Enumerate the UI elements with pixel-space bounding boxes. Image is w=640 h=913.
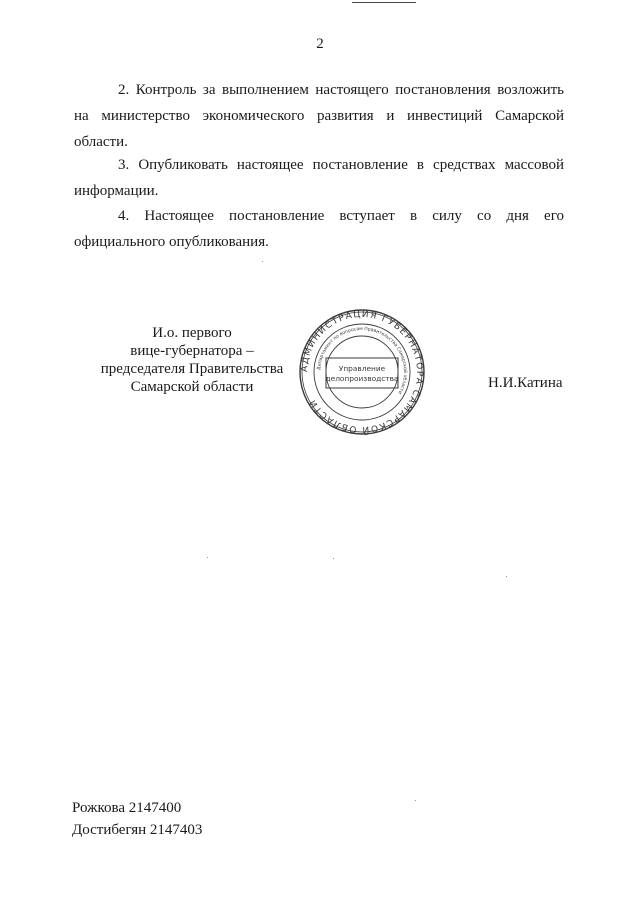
top-rule — [352, 2, 416, 3]
paragraph-text: 3. Опубликовать настоящее постановление в средствах массовой информации. — [74, 157, 564, 199]
signer-position-line: председателя Правительства — [100, 361, 284, 377]
page-number: 2 — [316, 36, 324, 52]
scan-speck — [415, 800, 416, 801]
seal-inner-text: Департамент по вопросам Правительства Самарской области — [317, 326, 408, 395]
signer-position-line: вице-губернатора – — [130, 343, 254, 359]
contact-line: Достибегян 2147403 — [72, 822, 203, 838]
signer-position-line: И.о. первого — [152, 325, 232, 341]
scan-speck — [333, 558, 334, 559]
signer-position-line: Самарской области — [130, 379, 254, 395]
seal-center-line: делопроизводства — [325, 374, 399, 383]
signer-name: Н.И.Катина — [488, 375, 563, 391]
paragraph-text: 2. Контроль за выполнением настоящего постановления возложить на министерство экономического развития и инвестиций Самарской области. — [74, 82, 564, 150]
seal-center-line: Управление — [338, 364, 386, 373]
contacts-block — [72, 797, 202, 841]
signer-position — [72, 324, 312, 396]
scan-speck — [262, 261, 263, 262]
paragraph-4 — [74, 203, 564, 255]
contact-line: Рожкова 2147400 — [72, 800, 182, 816]
paragraph-2 — [74, 77, 564, 155]
seal-outer-text: АДМИНИСТРАЦИЯ ГУБЕРНАТОРА САМАРСКОЙ ОБЛАСТИ — [299, 309, 425, 435]
paragraph-text: 4. Настоящее постановление вступает в силу со дня его официального опубликования. — [74, 208, 564, 250]
official-seal-stamp — [298, 308, 426, 436]
scan-speck — [506, 576, 507, 577]
scan-speck — [207, 557, 208, 558]
paragraph-3 — [74, 152, 564, 204]
